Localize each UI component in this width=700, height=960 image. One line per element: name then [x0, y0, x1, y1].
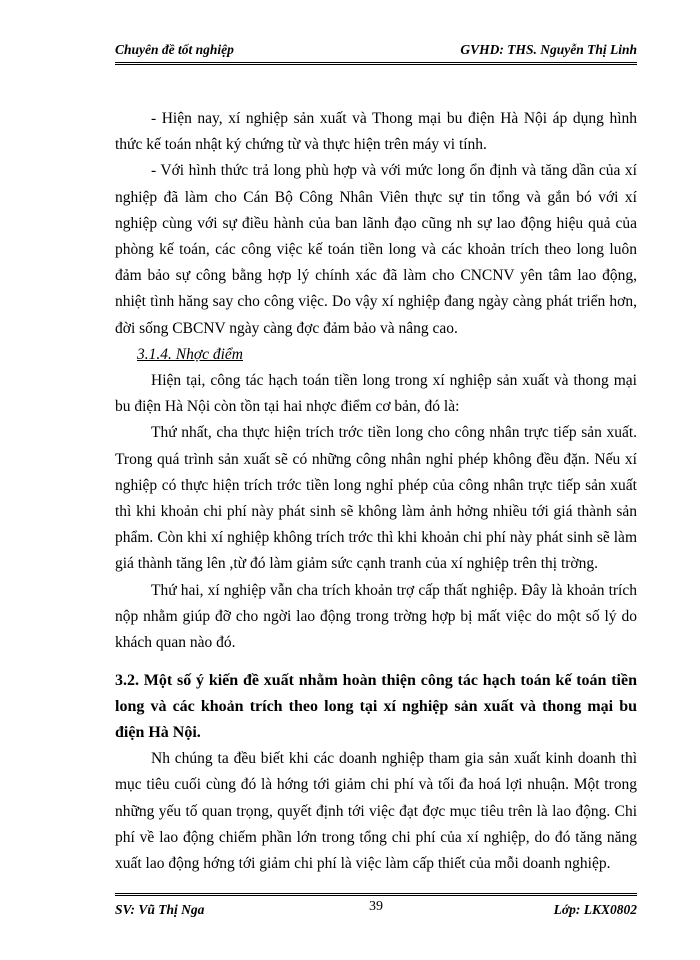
subheading-weaknesses	[115, 342, 637, 368]
footer-student: SV: Vũ Thị Nga	[115, 902, 205, 917]
document-body	[115, 106, 637, 877]
subheading-text: 3.1.4. Nhợc điểm	[137, 345, 243, 363]
paragraph-proposals-intro: Nh chúng ta đều biết khi các doanh nghiệp tham gia sản xuất kinh doanh thì mục tiêu cuối cùng đó là hớng tới giảm chi phí và tối đa hoá lợi nhuận. Một trong những yếu tố quan trọng, quyết định tới việc đạt đợc mục tiêu trên là lao động. Chi phí về lao động chiếm phần lớn trong tổng chi phí của xí nghiệp, do đó tăng năng xuất lao động hớng tới giảm chi phí là việc làm cấp thiết của mỗi doanh nghiệp.	[115, 750, 637, 873]
paragraph-salary-benefits: - Với hình thức trả long phù hợp và với mức long ổn định và tăng dần của xí nghiệp đã làm cho Cán Bộ Công Nhân Viên thực sự tin tổng và gắn bó với xí nghiệp cùng với sự điều hành của ban lãnh đạo cũng nh sự lao động hiệu quả của phòng kế toán, các công việc kế toán tiền long và các khoản trích theo long luôn đảm bảo sự công bằng hợp lý chính xác đã làm cho CNCNV yên tâm lao động, nhiệt tình hăng say cho công việc. Do vậy xí nghiệp đang ngày càng phát triển hơn, đời sống CBCNV ngày càng đợc đảm bảo và nâng cao.	[115, 162, 637, 337]
header-title: Chuyên đề tốt nghiệp	[115, 42, 234, 57]
paragraph-first-weakness: Thứ nhất, cha thực hiện trích trớc tiền long cho công nhân trực tiếp sản xuất. Trong quá trình sản xuất sẽ có những công nhân nghỉ phép không đều đặn. Nếu xí nghiệp có thực hiện trích trớc tiền long nghỉ phép của công nhân trực tiếp sản xuất thì khi khoản chi phí này phát sinh sẽ không làm ảnh hởng nhiều tới giá thành sản phẩm. Còn khi xí nghiệp không trích trớc thì khi khoản chi phí này phát sinh sẽ làm giá thành tăng lên ,từ đó làm giảm sức cạnh tranh của xí nghiệp trên thị trờng.	[115, 424, 637, 573]
page-footer	[115, 893, 637, 920]
paragraph-second-weakness: Thứ hai, xí nghiệp vẫn cha trích khoản trợ cấp thất nghiệp. Đây là khoản trích nộp nhằm giúp đỡ cho ngời lao động trong trờng hợp bị mất việc do một số lý do khách quan nào đó.	[115, 581, 637, 652]
page-number: 39	[369, 899, 383, 914]
header-advisor: GVHD: THS. Nguyễn Thị Linh	[460, 42, 637, 57]
section-heading-proposals: 3.2. Một số ý kiến đề xuất nhằm hoàn thiện công tác hạch toán kế toán tiền long và các khoản trích theo long tại xí nghiệp sản xuất và thong mại bu điện Hà Nội.	[115, 672, 637, 742]
spacer	[115, 656, 637, 668]
footer-class: Lớp: LKX0802	[553, 902, 637, 917]
page-header	[115, 40, 637, 65]
paragraph-weaknesses-intro: Hiện tại, công tác hạch toán tiền long trong xí nghiệp sản xuất và thong mại bu điện Hà Nội còn tồn tại hai nhợc điểm cơ bản, đó là:	[115, 372, 637, 416]
paragraph-current-accounting-form: - Hiện nay, xí nghiệp sản xuất và Thong mại bu điện Hà Nội áp dụng hình thức kế toán nhật ký chứng từ và thực hiện trên máy vi tính.	[115, 110, 637, 154]
